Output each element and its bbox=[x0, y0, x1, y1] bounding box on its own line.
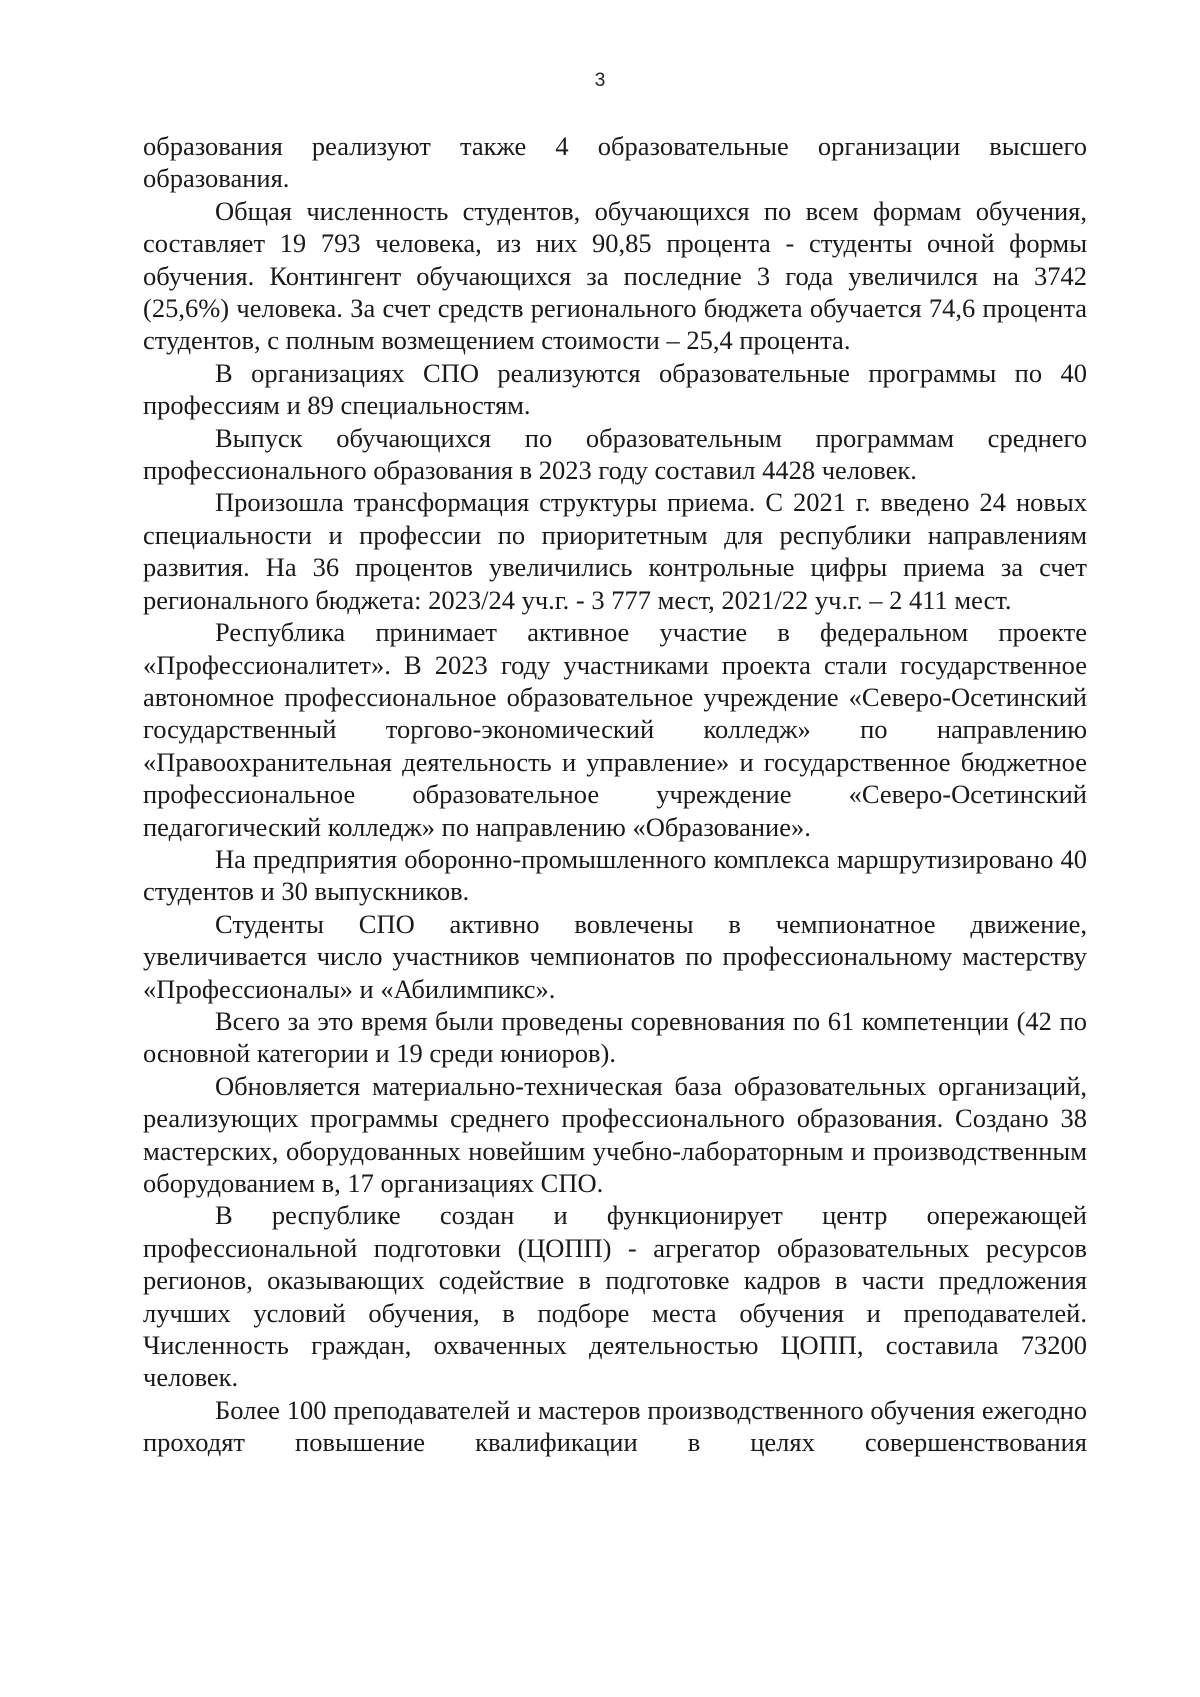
paragraph-professionalitet: Республика принимает активное участие в федеральном проекте «Профессионалитет». В 2023 году участниками проекта стали государственное автономное профессиональное образовательное учреждение «Северо-Осетинский государственный торгово-экономический колледж» по направлению «Правоохранительная деятельность и управление» и государственное бюджетное профессиональное образовательное учреждение «Северо-Осетинский педагогический колледж» по направлению «Образование». bbox=[143, 617, 1087, 842]
paragraph-copp: В республике создан и функционирует центр опережающей профессиональной подготовки (ЦОПП) - агрегатор образовательных ресурсов регионов, оказывающих содействие в подготовке кадров в части предложения лучших условий обучения, в подборе места обучения и преподавателей. Численность граждан, охваченных деятельностью ЦОПП, составила 73200 человек. bbox=[143, 1200, 1087, 1393]
paragraph-graduates: Выпуск обучающихся по образовательным программам среднего профессионального образования в 2023 году составил 4428 человек. bbox=[143, 422, 1087, 486]
paragraph-higher-education-continuation: образования реализуют также 4 образовательные организации высшего образования. bbox=[143, 131, 1087, 194]
paragraph-workshops: Обновляется материально-техническая база образовательных организаций, реализующих программы среднего профессионального образования. Создано 38 мастерских, оборудованных новейшим учебно-лабораторным и производственным оборудованием в, 17 организациях СПО. bbox=[143, 1070, 1087, 1198]
document-body bbox=[143, 130, 1087, 1459]
paragraph-student-count: Общая численность студентов, обучающихся по всем формам обучения, составляет 19 793 человека, из них 90,85 процента - студенты очной формы обучения. Контингент обучающихся за последние 3 года увеличился на 3742 (25,6%) человека. За счет средств регионального бюджета обучается 74,6 процента студентов, с полным возмещением стоимости – 25,4 процента. bbox=[143, 195, 1087, 356]
paragraph-programs: В организациях СПО реализуются образовательные программы по 40 профессиям и 89 специальностям. bbox=[143, 357, 1087, 421]
paragraph-competitions: Всего за это время были проведены соревнования по 61 компетенции (42 по основной категории и 19 среди юниоров). bbox=[143, 1005, 1087, 1069]
paragraph-championships: Студенты СПО активно вовлечены в чемпионатное движение, увеличивается число участников чемпионатов по профессиональному мастерству «Профессионалы» и «Абилимпикс». bbox=[143, 908, 1087, 1004]
paragraph-admission-structure: Произошла трансформация структуры приема. С 2021 г. введено 24 новых специальности и профессии по приоритетным для республики направлениям развития. На 36 процентов увеличились контрольные цифры приема за счет регионального бюджета: 2023/24 уч.г. - 3 777 мест, 2021/22 уч.г. – 2 411 мест. bbox=[143, 487, 1087, 615]
page-number: 3 bbox=[594, 70, 606, 91]
paragraph-defense-industry: На предприятия оборонно-промышленного комплекса маршрутизировано 40 студентов и 30 выпускников. bbox=[143, 843, 1087, 907]
paragraph-teacher-training: Более 100 преподавателей и мастеров производственного обучения ежегодно проходят повышение квалификации в целях совершенствования bbox=[143, 1394, 1087, 1458]
